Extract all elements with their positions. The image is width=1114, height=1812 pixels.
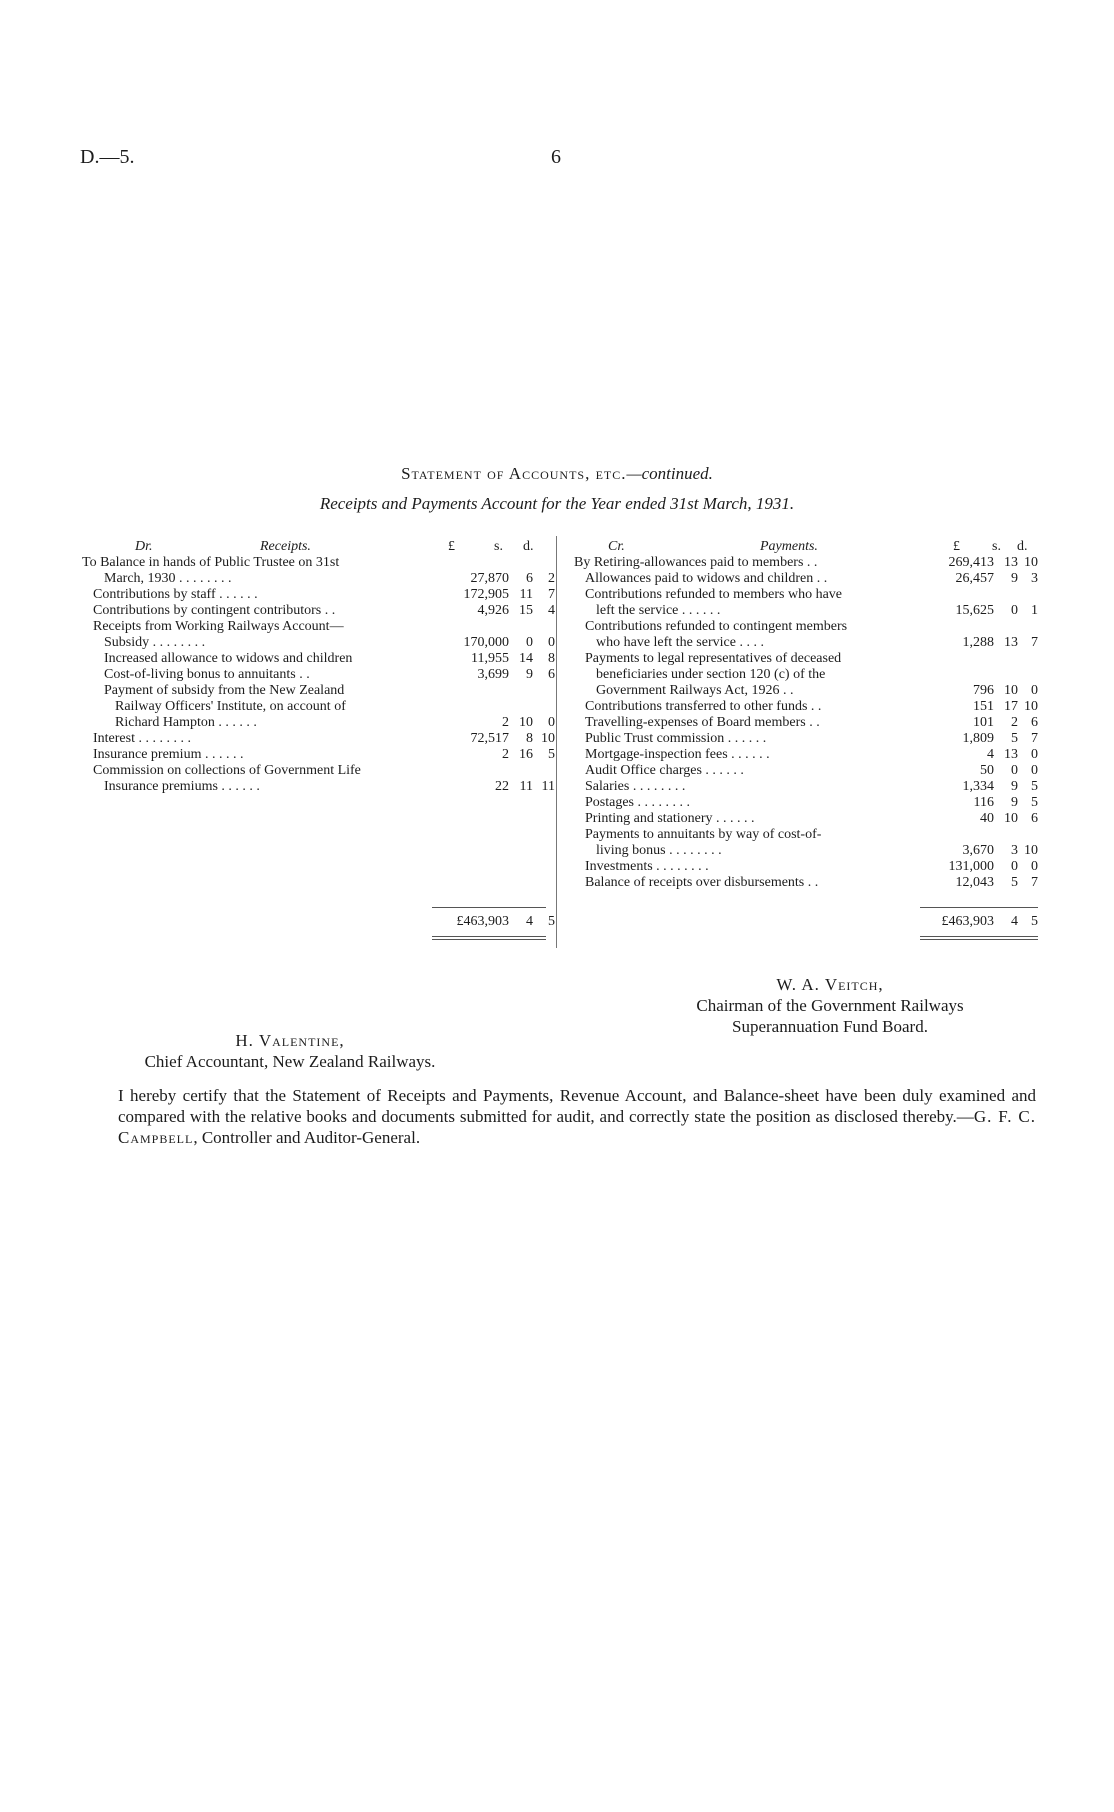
receipt-line-text: Commission on collections of Government Life [93,763,361,778]
payments-shillings-header: s. [992,539,1001,554]
payment-line-pounds: 1,288 [962,635,994,650]
receipt-line-text: Increased allowance to widows and children [104,651,353,666]
payment-line-pounds: 1,809 [962,731,994,746]
receipt-line-pence: 5 [548,747,555,762]
payment-line-pence: 7 [1031,875,1038,890]
receipt-line-shillings: 14 [519,651,533,666]
payment-line-text: Investments . . . . . . . . [585,859,709,874]
page-number: 6 [551,146,561,168]
receipt-line-pence: 10 [541,731,555,746]
payment-line-shillings: 3 [1011,843,1018,858]
payment-line-shillings: 17 [1004,699,1018,714]
receipts-shillings-header: s. [494,539,503,554]
payment-line-pence: 6 [1031,715,1038,730]
receipts-pounds-header: £ [448,539,455,554]
payment-line-shillings: 10 [1004,811,1018,826]
receipts-heading: Receipts. [260,539,311,554]
receipts-total-pence: 5 [548,914,555,929]
payment-line-pounds: 50 [980,763,994,778]
receipt-line-shillings: 16 [519,747,533,762]
payment-line-shillings: 10 [1004,683,1018,698]
receipt-line-shillings: 11 [519,587,533,602]
receipt-line-pence: 8 [548,651,555,666]
payment-line-pounds: 26,457 [955,571,994,586]
receipt-line-text: Payment of subsidy from the New Zealand [104,683,345,698]
payment-line-shillings: 0 [1011,603,1018,618]
payment-line-text: who have left the service . . . . [596,635,764,650]
payment-line-pounds: 151 [973,699,994,714]
payment-line-text: Printing and stationery . . . . . . [585,811,755,826]
receipt-line-pounds: 22 [495,779,509,794]
receipt-line-pounds: 172,905 [463,587,509,602]
receipt-line-pounds: 2 [502,715,509,730]
receipt-line-shillings: 8 [526,731,533,746]
receipt-line-shillings: 6 [526,571,533,586]
accountant-name: H. Valentine, [235,1031,345,1050]
payment-line-shillings: 13 [1004,635,1018,650]
payment-line-text: Contributions transferred to other funds . . [585,699,822,714]
payment-line-text: Contributions refunded to contingent members [585,619,848,634]
payment-line-text: left the service . . . . . . [596,603,721,618]
payment-line-pence: 5 [1031,795,1038,810]
document-reference: D.—5. [80,146,135,168]
receipts-dr-label: Dr. [135,539,153,554]
receipt-line-text: Contributions by staff . . . . . . [93,587,258,602]
payment-line-pounds: 40 [980,811,994,826]
payment-line-pounds: 269,413 [948,555,994,570]
payment-line-text: Travelling-expenses of Board members . . [585,715,820,730]
account-subtitle: Receipts and Payments Account for the Year ended 31st March, 1931. [319,494,795,513]
payment-line-pounds: 3,670 [962,843,994,858]
receipt-line-pence: 2 [548,571,555,586]
receipt-line-text: Railway Officers' Institute, on account of [115,699,346,714]
payment-line-text: Public Trust commission . . . . . . [585,731,767,746]
payment-line-pence: 6 [1031,811,1038,826]
receipts-total-bottom-rule-2 [432,939,546,940]
payment-line-pounds: 131,000 [948,859,994,874]
payment-line-shillings: 0 [1011,763,1018,778]
payments-pounds-header: £ [953,539,960,554]
payment-line-text: Government Railways Act, 1926 . . [596,683,794,698]
payment-line-pounds: 1,334 [962,779,994,794]
payment-line-shillings: 9 [1011,571,1018,586]
receipt-line-text: Contributions by contingent contributors . . [93,603,336,618]
payments-total-pounds: £463,903 [941,914,994,929]
certification-signer-title: , Controller and Auditor-General. [193,1128,421,1147]
payment-line-pounds: 12,043 [955,875,994,890]
receipt-line-text: Insurance premiums . . . . . . [104,779,260,794]
payment-line-shillings: 13 [1004,555,1018,570]
payments-list [574,555,1038,895]
receipt-line-shillings: 9 [526,667,533,682]
receipts-total-bottom-rule [432,936,546,937]
statement-title-main: Statement of Accounts, etc. [401,464,627,483]
receipt-line-pence: 7 [548,587,555,602]
receipt-line-text: Interest . . . . . . . . [93,731,191,746]
receipt-line-text: Receipts from Working Railways Account— [93,619,344,634]
accountant-signature-block [110,1030,470,1072]
payments-heading: Payments. [760,539,818,554]
receipt-line-pence: 4 [548,603,555,618]
column-divider [556,536,557,948]
receipt-line-pounds: 170,000 [463,635,509,650]
payment-line-pence: 0 [1031,763,1038,778]
payment-line-pence: 10 [1024,555,1038,570]
accountant-title: Chief Accountant, New Zealand Railways. [144,1052,436,1071]
payment-line-text: Balance of receipts over disbursements . . [585,875,819,890]
payment-line-text: By Retiring-allowances paid to members . . [574,555,818,570]
receipt-line-shillings: 10 [519,715,533,730]
receipt-line-text: Cost-of-living bonus to annuitants . . [104,667,310,682]
payment-line-shillings: 13 [1004,747,1018,762]
payment-line-shillings: 9 [1011,795,1018,810]
chairman-signature-block [660,974,1000,1037]
receipt-line-text: March, 1930 . . . . . . . . [104,571,232,586]
receipt-line-pounds: 3,699 [477,667,509,682]
payments-pence-header: d. [1017,539,1028,554]
receipt-line-pounds: 2 [502,747,509,762]
receipt-line-shillings: 11 [519,779,533,794]
payment-line-text: Postages . . . . . . . . [585,795,690,810]
receipt-line-text: Insurance premium . . . . . . [93,747,244,762]
receipt-line-pounds: 72,517 [470,731,509,746]
payments-total-shillings: 4 [1011,914,1018,929]
receipts-pence-header: d. [523,539,534,554]
receipts-total-top-rule [432,907,546,908]
payments-total-pence: 5 [1031,914,1038,929]
receipt-line-shillings: 0 [526,635,533,650]
payments-total [574,914,1038,930]
payment-line-pounds: 116 [973,795,994,810]
payment-line-pence: 7 [1031,635,1038,650]
chairman-name: W. A. Veitch, [776,975,884,994]
payment-line-shillings: 9 [1011,779,1018,794]
statement-title [0,464,1114,484]
receipt-line-pounds: 27,870 [470,571,509,586]
payment-line-pence: 10 [1024,843,1038,858]
payments-cr-label: Cr. [608,539,625,554]
certification-signer: G. F. C. Campbell [118,1107,1036,1147]
receipt-line-pence: 11 [541,779,555,794]
receipts-list [82,555,555,815]
payment-line-pence: 5 [1031,779,1038,794]
payment-line-pence: 7 [1031,731,1038,746]
payments-total-bottom-rule [920,936,1038,937]
receipt-line-pence: 6 [548,667,555,682]
chairman-title-line2: Superannuation Fund Board. [732,1017,928,1036]
payment-line-pence: 1 [1031,603,1038,618]
payment-line-pounds: 4 [987,747,994,762]
payment-line-text: Mortgage-inspection fees . . . . . . [585,747,770,762]
receipt-line-shillings: 15 [519,603,533,618]
payment-line-shillings: 0 [1011,859,1018,874]
payment-line-pence: 0 [1031,683,1038,698]
payment-line-text: beneficiaries under section 120 (c) of the [596,667,826,682]
certification-text: I hereby certify that the Statement of Receipts and Payments, Revenue Account, and Balance-sheet have been duly examined and compared with the relative books and documents submitted for audit, and correctly state the position as disclosed thereby.— [118,1086,1036,1126]
receipt-line-text: Richard Hampton . . . . . . [115,715,257,730]
statement-title-continued: —continued. [626,464,713,483]
receipts-total [82,914,555,930]
receipt-line-text: To Balance in hands of Public Trustee on 31st [82,555,340,570]
payment-line-pence: 3 [1031,571,1038,586]
receipts-total-pounds: £463,903 [456,914,509,929]
payments-total-bottom-rule-2 [920,939,1038,940]
payment-line-shillings: 2 [1011,715,1018,730]
payments-total-top-rule [920,907,1038,908]
payment-line-pounds: 101 [973,715,994,730]
payment-line-shillings: 5 [1011,731,1018,746]
payment-line-pence: 0 [1031,747,1038,762]
payment-line-pence: 10 [1024,699,1038,714]
payment-line-text: living bonus . . . . . . . . [596,843,722,858]
receipt-line-pounds: 4,926 [477,603,509,618]
receipt-line-pence: 0 [548,635,555,650]
payment-line-text: Payments to annuitants by way of cost-of- [585,827,822,842]
receipts-total-shillings: 4 [526,914,533,929]
payment-line-text: Allowances paid to widows and children . . [585,571,828,586]
payment-line-pence: 0 [1031,859,1038,874]
receipt-line-pounds: 11,955 [471,651,509,666]
payment-line-pounds: 796 [973,683,994,698]
receipt-line-text: Subsidy . . . . . . . . [104,635,206,650]
payment-line-text: Contributions refunded to members who have [585,587,843,602]
receipt-line-pence: 0 [548,715,555,730]
payment-line-pounds: 15,625 [955,603,994,618]
payment-line-text: Salaries . . . . . . . . [585,779,686,794]
payment-line-shillings: 5 [1011,875,1018,890]
chairman-title-line1: Chairman of the Government Railways [696,996,964,1015]
payment-line-text: Payments to legal representatives of deceased [585,651,842,666]
payment-line-text: Audit Office charges . . . . . . [585,763,744,778]
audit-certification [118,1085,1036,1148]
